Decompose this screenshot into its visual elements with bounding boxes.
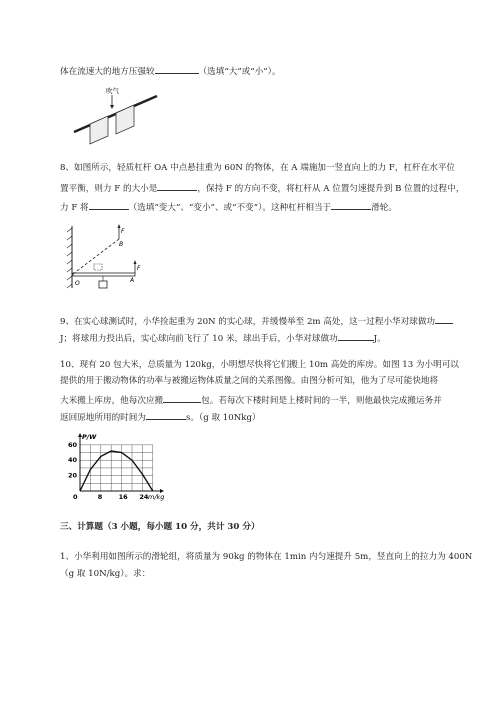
q8-text-b: ，保持 F 的方向不变，将杠杆从 A 位置匀速提升到 B 位置的过程中，: [197, 184, 465, 194]
x-axis-label: m/kg: [148, 493, 165, 501]
q10-line1: 10、现有 20 包大米，总质量为 120kg，小明想尽快将它们搬上 10m 高处的库房。如图 13 为小明可以: [60, 360, 459, 370]
q7-text-b: （选填“大”或“小”）。: [198, 67, 281, 77]
q9-text-a: 9、在实心球测试时，小华捡起重为 20N 的实心球，并缓慢举至 2m 高处，这一过程小华对球做功: [60, 317, 436, 327]
series-line: [80, 451, 153, 491]
q10-text-d: s。（g 取 10Nkg）: [185, 413, 261, 423]
q8-text-c: 力 F 将: [60, 203, 89, 213]
x-tick-label: 16: [118, 493, 128, 501]
x-tick-label: 0: [73, 493, 78, 501]
q8-line3: [60, 200, 397, 214]
q10-blank-2[interactable]: [146, 410, 186, 420]
x-tick-label: 24: [139, 493, 149, 501]
y-tick-label: 40: [68, 456, 78, 465]
q10-text-a: 大米搬上库房，他每次应搬: [60, 396, 164, 406]
q8-line1: 8、如图所示，轻质杠杆 OA 中点悬挂重为 60N 的物体，在 A 端施加一竖直向上的力 F，杠杆在水平位: [60, 163, 456, 173]
q10-text-c: 返回原地所用的时间为: [60, 413, 146, 423]
q9-blank-1[interactable]: [435, 314, 453, 324]
c1-line2: （g 取 10N/kg）。求：: [60, 569, 151, 579]
q8-text-d: （选填“变大”、“变小”、或“不变”）。这种杠杆相当于: [128, 203, 332, 213]
q8-fig-label-F-side: F: [137, 265, 141, 272]
q7-figure: [68, 86, 163, 146]
q9-blank-2[interactable]: [338, 331, 374, 341]
q10-line4: [60, 410, 261, 424]
q8-fig-label-O: O: [75, 280, 80, 287]
q8-blank-1[interactable]: [157, 181, 197, 191]
q9-text-b: J；将球用力投出后，实心球向前飞行了 10 米，球出手后，小华对球做功: [60, 334, 338, 344]
q10-text-b: 包。若每次下楼时间是上楼时间的一半，则他最快完成搬运务并: [201, 396, 442, 406]
q10-chart: [62, 433, 166, 503]
q9-text-c: J。: [373, 334, 386, 344]
q8-fig-label-F-top: F: [121, 228, 125, 235]
power-mass-chart: [62, 433, 166, 503]
q10-line2: 提供的用于搬动物体的功率与被搬运物体质量之间的关系图像。由图分析可知，他为了尽可能快地将: [60, 376, 439, 386]
q9-line1: [60, 314, 453, 328]
q7-fig-label: 吹气: [106, 87, 119, 95]
q7-blank[interactable]: [155, 64, 199, 74]
q7-line: [60, 64, 281, 78]
q9-line2: [60, 331, 386, 345]
section3-title: 三、计算题（3 小题，每小题 10 分，共计 30 分）: [60, 522, 260, 532]
y-tick-label: 20: [68, 471, 78, 480]
c1-line1: 1、小华利用如图所示的滑轮组，将质量为 90kg 的物体在 1min 内匀速提升 5m，竖直向上的拉力为 400N: [60, 552, 473, 562]
q8-figure: [67, 222, 147, 290]
q7-text-a: 体在流速大的地方压强较: [60, 67, 155, 77]
q8-blank-2[interactable]: [89, 200, 129, 210]
y-tick-label: 60: [68, 440, 78, 449]
y-axis-label: P/W: [82, 433, 97, 441]
q8-line2: [60, 181, 464, 195]
q8-fig-label-A: A: [130, 277, 135, 284]
q8-fig-label-B: B: [119, 241, 124, 248]
q8-text-a: 置平衡，则力 F 的大小是: [60, 184, 158, 194]
q10-blank-1[interactable]: [163, 393, 201, 403]
x-tick-label: 8: [97, 493, 103, 501]
q10-line3: [60, 393, 442, 407]
q8-text-e: 滑轮。: [371, 203, 397, 213]
q8-blank-3[interactable]: [331, 200, 371, 210]
